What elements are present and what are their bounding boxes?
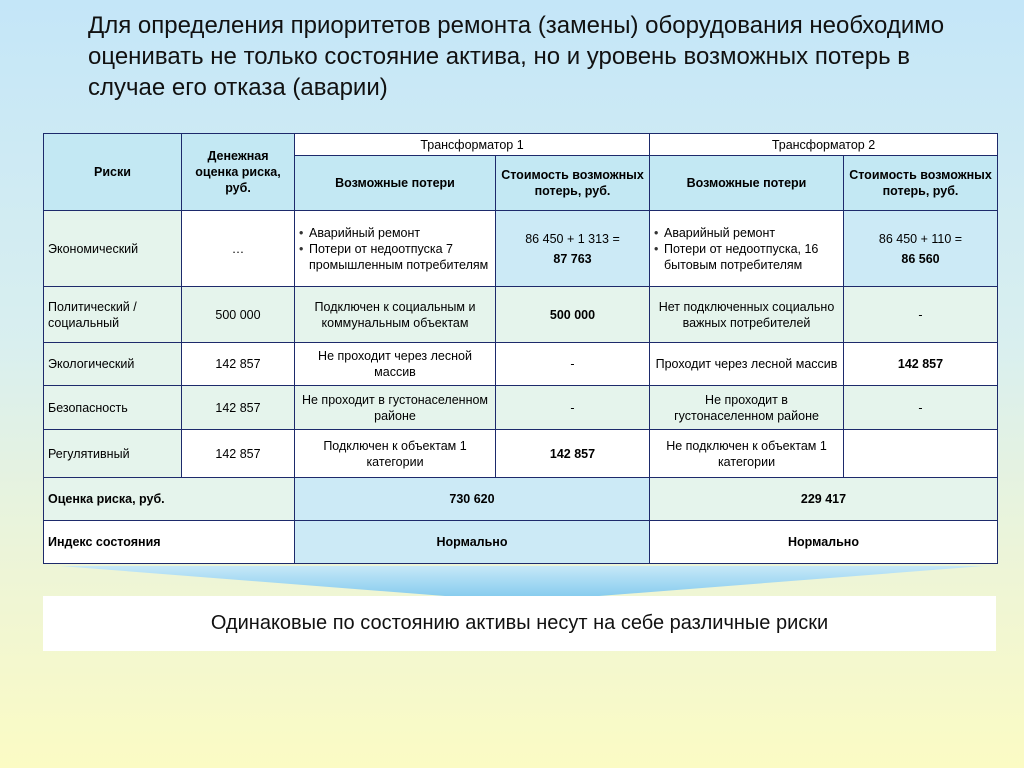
t2-loss: Нет подключенных социально важных потребителей <box>650 287 844 343</box>
t1-loss: Подключен к социальным и коммунальным объектам <box>295 287 496 343</box>
risk-table <box>43 133 998 564</box>
t2-cost <box>844 430 998 478</box>
t1-loss: Не проходит в густонаселенном районе <box>295 386 496 430</box>
header-money: Денежная оценка риска, руб. <box>182 134 295 211</box>
row-label: Регулятивный <box>44 430 182 478</box>
row-label: Политический / социальный <box>44 287 182 343</box>
header-t2-cost: Стоимость возможных потерь, руб. <box>844 156 998 211</box>
row-money: … <box>182 211 295 287</box>
table-row <box>44 343 998 386</box>
table-row <box>44 430 998 478</box>
t1-loss: Подключен к объектам 1 категории <box>295 430 496 478</box>
header-risks: Риски <box>44 134 182 211</box>
t2-cost-formula: 86 450 + 110 = <box>878 231 963 246</box>
t1-cost-formula: 86 450 + 1 313 = <box>525 231 620 246</box>
list-item: • Потери от недоотпуска, 16 бытовым потребителям <box>654 241 839 273</box>
row-label: Безопасность <box>44 386 182 430</box>
t2-loss: Проходит через лесной массив <box>650 343 844 386</box>
t1-cost-total: 87 763 <box>553 251 592 266</box>
condition-index-t1: Нормально <box>295 521 650 564</box>
list-item: • Аварийный ремонт <box>654 225 839 241</box>
t1-cost: - <box>496 343 650 386</box>
table-row <box>44 211 998 287</box>
list-item: • Аварийный ремонт <box>299 225 491 241</box>
table-row <box>44 287 998 343</box>
slide-title: Для определения приоритетов ремонта (замены) оборудования необходимо оценивать не только состояние актива, но и уровень возможных потерь в случае его отказа (аварии) <box>88 12 945 101</box>
table-row <box>44 386 998 430</box>
row-label: Экономический <box>44 211 182 287</box>
t2-cost-cell <box>844 211 998 287</box>
t1-cost: - <box>496 386 650 430</box>
condition-index-t2: Нормально <box>650 521 998 564</box>
row-money: 142 857 <box>182 386 295 430</box>
conclusion-banner <box>43 596 996 651</box>
header-t1-cost: Стоимость возможных потерь, руб. <box>496 156 650 211</box>
risk-estimate-t2: 229 417 <box>650 478 998 521</box>
t2-cost: 142 857 <box>844 343 998 386</box>
t2-cost-total: 86 560 <box>901 251 940 266</box>
t1-cost-cell <box>496 211 650 287</box>
summary-row-risk <box>44 478 998 521</box>
conclusion-text: Одинаковые по состоянию активы несут на себе различные риски <box>210 612 829 634</box>
t1-losses-cell <box>295 211 496 287</box>
header-t2-losses: Возможные потери <box>650 156 844 211</box>
t2-losses-cell <box>650 211 844 287</box>
t2-loss: Не проходит в густонаселенном районе <box>650 386 844 430</box>
header-transformer-1: Трансформатор 1 <box>295 134 650 156</box>
row-label: Экологический <box>44 343 182 386</box>
t2-cost: - <box>844 287 998 343</box>
risk-estimate-label: Оценка риска, руб. <box>44 478 295 521</box>
t2-loss: Не подключен к объектам 1 категории <box>650 430 844 478</box>
condition-index-label: Индекс состояния <box>44 521 295 564</box>
row-money: 142 857 <box>182 343 295 386</box>
t1-cost: 142 857 <box>496 430 650 478</box>
t2-cost: - <box>844 386 998 430</box>
header-transformer-2: Трансформатор 2 <box>650 134 998 156</box>
t1-cost: 500 000 <box>496 287 650 343</box>
list-item: • Потери от недоотпуска 7 промышленным потребителям <box>299 241 491 273</box>
risk-estimate-t1: 730 620 <box>295 478 650 521</box>
header-t1-losses: Возможные потери <box>295 156 496 211</box>
row-money: 142 857 <box>182 430 295 478</box>
row-money: 500 000 <box>182 287 295 343</box>
summary-row-index <box>44 521 998 564</box>
t1-loss: Не проходит через лесной массив <box>295 343 496 386</box>
